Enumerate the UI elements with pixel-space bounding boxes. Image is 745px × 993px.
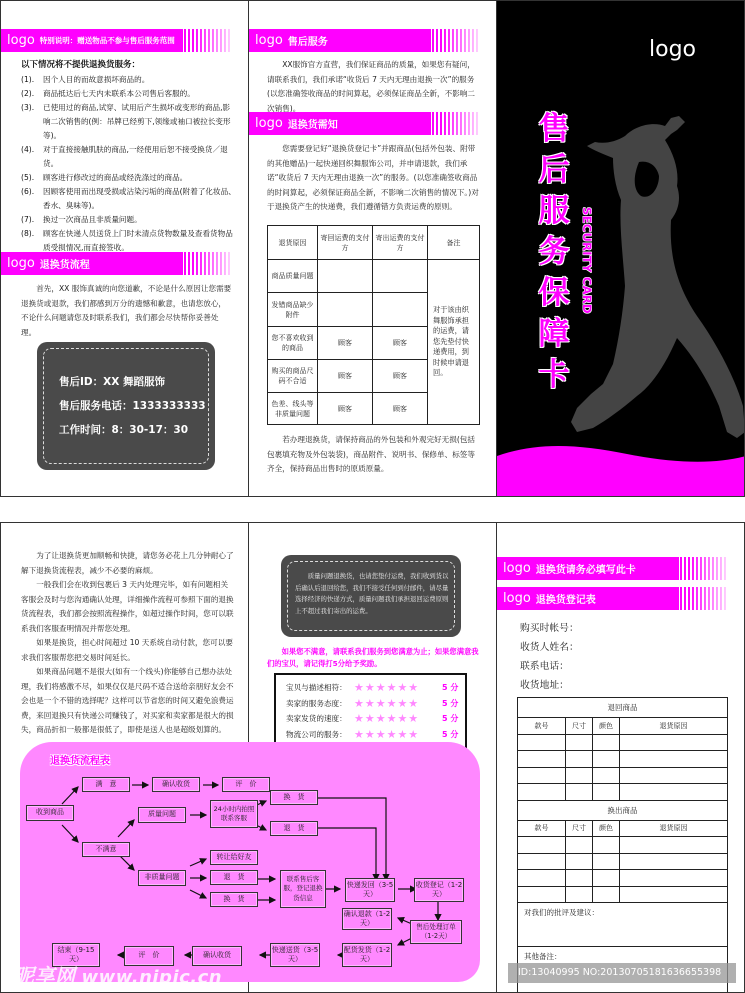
- node-process-order: 售后处理订单（1-2天）: [410, 920, 462, 944]
- table-row: [518, 886, 728, 903]
- rating-box: [274, 673, 467, 753]
- list-item: (1). 因个人目的而故意损坏商品的。: [21, 75, 150, 84]
- list-item: (8). 顾客在快递人员送货上门时未清点货物数量及查看货物品质受损情况,而直接签收。: [21, 229, 233, 252]
- quality-note-text: 质量问题退换货，也请您垫付运费，我们收到货以后确认后退回给您，我们不接受任何到付邮件，请尽量选择经济的快递方式，质量问题我们承担退回运费原则上不超过我们寄出的运费。: [295, 572, 449, 615]
- service-text: XX服饰官方直营，我们保证商品的质量，如果您有疑问，请联系我们，我们承诺“收货后 7 天内无理由退换一次”的服务(以您准确签收商品的时间算起，必须保证商品全新，不影响二次销售)。: [267, 60, 475, 113]
- rating-row: 卖家的服务态度： ★★★★★★ 5 分: [286, 696, 459, 710]
- customer-fields: [520, 619, 579, 695]
- packaging-note: 若办理退换货，请保持商品的外包装和外观完好无损(包括包裹填充物及外包装袋)，商品附件、说明书、保修单、标签等齐全，保持商品出售时的原质原量。: [267, 435, 475, 473]
- logo-text: logo: [503, 591, 531, 606]
- panel-cover: [496, 0, 745, 497]
- panel-after-sales-service: [248, 0, 497, 497]
- table-row: 商品质量问题 对于该由织舞服饰承担的运费，请您先垫付快递费用，到时候申请退回。: [268, 260, 480, 293]
- node-confirm-receipt-2: 确认收货: [192, 946, 242, 966]
- section-header-fill-card: [497, 557, 729, 580]
- working-hours: 工作时间：8：30-17：30: [59, 424, 188, 436]
- remarks-field[interactable]: 其他备注：: [518, 947, 728, 993]
- node-dispatch: 配货发货（1-2天）: [342, 943, 392, 967]
- service-phone: 售后服务电话：1333333333: [59, 400, 206, 412]
- panel-no-return-rules: [0, 0, 249, 497]
- node-gift-friend: 转让给好友: [210, 850, 258, 865]
- recipient-name-field[interactable]: 收货人姓名：: [520, 642, 579, 653]
- section-title: 退换货需知: [287, 120, 338, 131]
- cover-logo: logo: [649, 37, 696, 62]
- logo-text: logo: [255, 116, 283, 131]
- list-item: (6). 因顾客使用而出现受损或沾染污垢的商品(附着了化妆品、香水、臭味等)。: [21, 187, 236, 210]
- node-photo-contact: 24小时内拍照联系客服: [210, 800, 258, 828]
- stripe-decoration: [432, 112, 480, 135]
- section-header-return-process: [1, 252, 233, 275]
- cover-subtitle: SECURITY CARD: [580, 207, 594, 314]
- section-header-registration: [497, 587, 729, 610]
- intro-text: 为了让退换货更加顺畅和快捷，请您务必花上几分钟耐心了解下退换货流程表，减少不必要的麻烦。 一般我们会在收到包裹后 3 天内处理完毕，如有问题相关客服会及时与您沟通确认处理，详细操作流程可参照下面的退换货流程表，我们都会按照流程操作，如超过操作时间，您可以联系我们客服查明情况并帮您处理。 如果是换货，担心时间超过 10 天系统自动付款，您可以要求我们客服帮您把交易时间延长。 如果商品问题不是很大(如有一个线头)你能够自己想办法处理，我们将感激不尽，如果仅仅是尺码不适合送给亲朋好友会不会也是一个不错的选择呢？这样可以节省您的时间又避免浪费运费，来回退换只有快递公司赚钱了，对买家和卖家都是很大的损失，商品折扣一般都是很低了，即使是送人也是超级划算的。: [21, 551, 234, 734]
- table-row: 您不喜欢收到的商品 顾客 顾客: [268, 327, 480, 360]
- star-icon: ★★★★★★: [354, 727, 420, 741]
- node-quality-issue: 质量问题: [138, 807, 186, 823]
- contact-card: [37, 342, 215, 470]
- rating-row: 物流公司的服务： ★★★★★★ 5 分: [286, 727, 459, 741]
- rating-row: 宝贝与描述相符： ★★★★★★ 5 分: [286, 681, 459, 695]
- flowchart-title: 退换货流程表: [50, 756, 110, 767]
- node-exchange: 换 货: [270, 790, 318, 805]
- address-field[interactable]: 收货地址：: [520, 680, 569, 691]
- watermark: 昵享网 www.nipic.cn: [14, 964, 223, 988]
- star-icon: ★★★★★★: [354, 712, 420, 726]
- cover-title: 售 后 服 务 保 障 卡: [538, 111, 570, 393]
- table-row: 色差、线头等非质量问题 顾客 顾客: [268, 393, 480, 425]
- node-review-2: 评 价: [124, 946, 174, 966]
- table-row: 发错商品缺少附件: [268, 293, 480, 327]
- stripe-decoration: [184, 29, 232, 52]
- list-item: (3). 已使用过的商品,试穿、试用后产生损坏或变形的商品,影响二次销售的(例：吊牌已经剪下,领缘或袖口被拉长变形等)。: [21, 103, 231, 140]
- table-row: [518, 751, 728, 768]
- table-row: [518, 837, 728, 854]
- section-title: 退换货请务必填写此卡: [535, 565, 636, 576]
- exchanged-goods-title: 换出商品: [518, 800, 728, 820]
- table-row: [518, 870, 728, 887]
- image-id-strip: ID:13040995 NO:20130705181636655398: [508, 963, 736, 983]
- node-confirm-refund: 确认退款（1-2天）: [342, 908, 392, 930]
- notice-text: 您需要登记好“退换货登记卡”并跟商品(包括外包装、附带的其他赠品)一起快递回织舞服饰公司，并申请退款，我们承诺“收货后 7 天内无理由退换一次”的服务。(以您准确签收商品的时间算起，必须保证商品全新，不影响二次销售的情况下。)对于退换货产生的快递费，我们遵循错方负责运费的原则。: [267, 144, 479, 211]
- section-header-service: [249, 29, 481, 52]
- section-title: 退换货登记表: [535, 595, 596, 606]
- node-ship-back: 快递发回（3-5天）: [345, 878, 395, 902]
- star-icon: ★★★★★★: [354, 681, 420, 695]
- node-receive: 收到商品: [26, 805, 74, 821]
- table-row: [518, 853, 728, 870]
- return-flowchart: [20, 742, 480, 982]
- list-title: 以下情况将不提供退换货服务：: [21, 60, 141, 70]
- list-item: (7). 换过一次商品且非质量问题。: [21, 215, 142, 224]
- node-delivery: 快递送货（3-5天）: [270, 943, 320, 967]
- account-field[interactable]: 购买时帐号：: [520, 623, 579, 634]
- fee-note: 对于该由织舞服饰承担的运费，请您先垫付快递费用，到时候申请退回。: [428, 260, 480, 425]
- section-header-notice: [249, 112, 481, 135]
- aftersale-id: 售后ID：XX 舞蹈服饰: [59, 376, 165, 388]
- logo-text: logo: [7, 33, 35, 48]
- section-title: 特别说明：赠送物品不参与售后服务范围: [39, 36, 175, 45]
- stripe-decoration: [680, 557, 728, 580]
- section-header-special-note: [1, 29, 233, 52]
- node-exchange-2: 换 货: [210, 892, 258, 907]
- node-return: 退 货: [270, 821, 318, 836]
- node-satisfied: 满 意: [82, 777, 130, 792]
- section-title: 售后服务: [287, 37, 328, 48]
- stripe-decoration: [184, 252, 232, 275]
- satisfaction-message: 如果您不满意，请联系我们服务到您满意为止；如果您满意我们的宝贝，请记得打5分给予奖励。: [267, 647, 479, 668]
- rating-row: 卖家发货的速度： ★★★★★★ 5 分: [286, 712, 459, 726]
- list-item: (5). 顾客进行修改过的商品或经洗涤过的商品。: [21, 173, 188, 182]
- panel-registration-form: [496, 522, 745, 993]
- returned-goods-title: 退回商品: [518, 698, 728, 718]
- rules-list: [21, 73, 236, 255]
- logo-text: logo: [7, 256, 35, 271]
- registration-table: 退回商品 款号 尺寸 颜色 退货原因 换出商品 款号 尺寸 颜色 退货原因 对我们的批评及建议： 其他备注：: [517, 697, 728, 993]
- list-item: (4). 对于直接接触肌肤的商品,一经使用后恕不接受换货／退货。: [21, 145, 228, 168]
- stripe-decoration: [680, 587, 728, 610]
- node-confirm-receipt: 确认收货: [152, 777, 200, 792]
- node-unsatisfied: 不满意: [82, 842, 130, 857]
- node-non-quality: 非质量问题: [138, 870, 186, 886]
- node-contact-service: 联系售后客服，登记退换货信息: [280, 870, 326, 908]
- table-row: [518, 784, 728, 801]
- table-row: 购买的商品尺码不合适 顾客 顾客: [268, 360, 480, 393]
- quality-note-card: [281, 555, 461, 637]
- table-row: [518, 734, 728, 751]
- phone-field[interactable]: 联系电话：: [520, 661, 569, 672]
- pink-wave-decoration: [497, 436, 745, 496]
- star-icon: ★★★★★★: [354, 696, 420, 710]
- node-receipt-register: 收货登记（1-2天）: [414, 878, 464, 902]
- logo-text: logo: [255, 33, 283, 48]
- node-review: 评 价: [222, 777, 270, 792]
- table-row: [518, 767, 728, 784]
- shipping-fee-table: 退货原因 寄回运费的支付方 寄出运费的支付方 备注 商品质量问题 对于该由织舞服饰承担的运费，请您先垫付快递费用，到时候申请退回。 发错商品缺少附件 您不喜欢收到的商品 顾客 顾客 购买的商品尺码不合适 顾客 顾客 色差、线头等非质量问题 顾客 顾客: [267, 225, 480, 425]
- apology-text: 首先，XX 服饰真诚的向您道歉，不论是什么原因让您需要退换货或退款，我们都感到万分的遗憾和歉意，也请您放心，不论什么问题请您及时联系我们，我们都会尽快帮你妥善处理。: [21, 284, 232, 337]
- feedback-field[interactable]: 对我们的批评及建议：: [518, 903, 728, 947]
- node-end: 结束（9-15天）: [52, 943, 100, 967]
- stripe-decoration: [432, 29, 480, 52]
- list-item: (2). 商品抵达后七天内未联系本公司售后客服的。: [21, 89, 195, 98]
- section-title: 退换货流程: [39, 260, 90, 271]
- node-return-2: 退 货: [210, 870, 258, 885]
- logo-text: logo: [503, 561, 531, 576]
